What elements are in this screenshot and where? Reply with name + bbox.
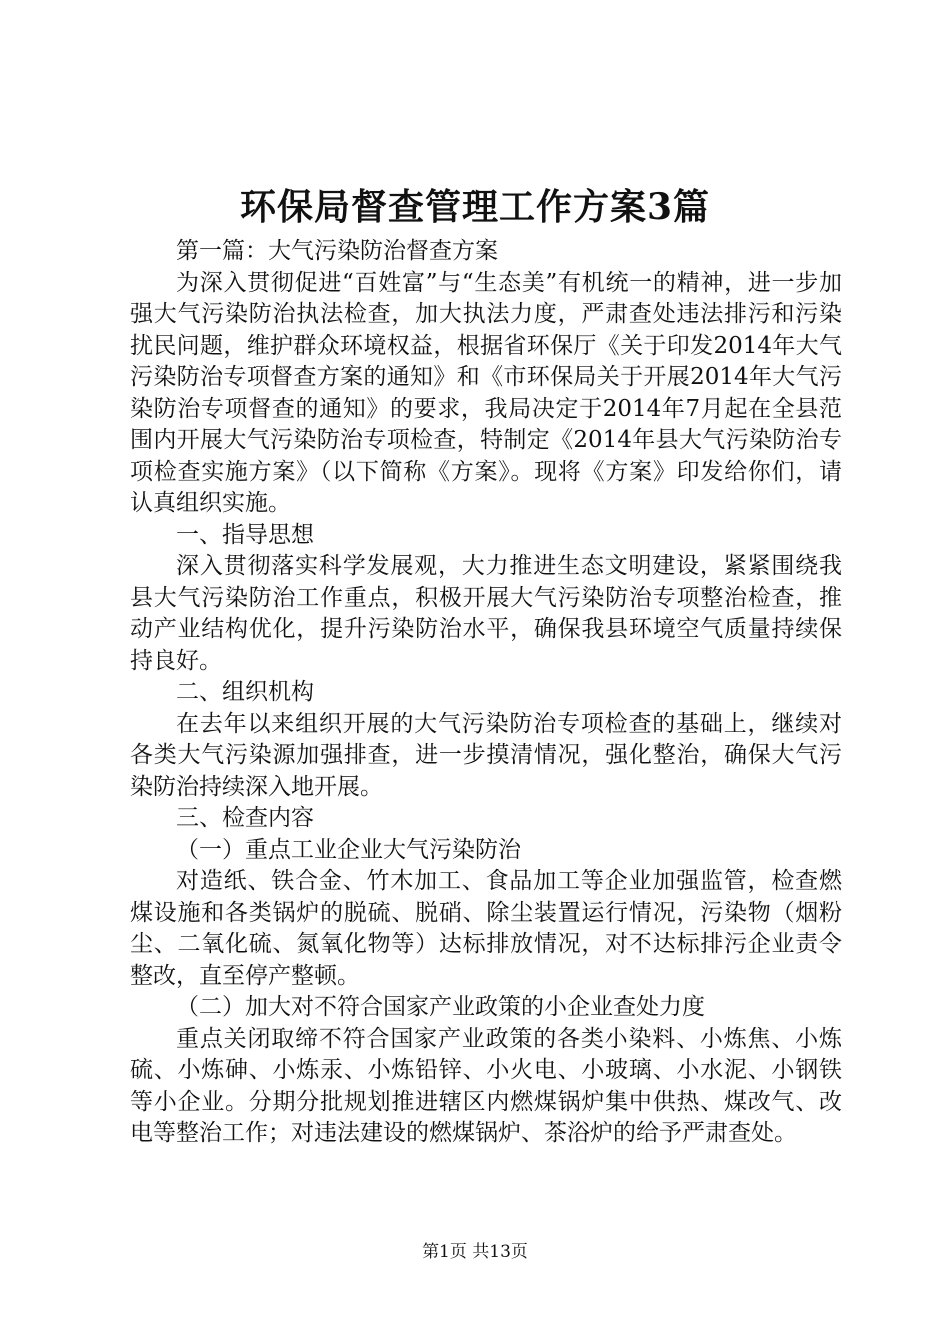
body-paragraph: 对造纸、铁合金、竹木加工、食品加工等企业加强监管，检查燃煤设施和各类锅炉的脱硫、脱硝、除尘装置运行情况，污染物（烟粉尘、二氧化硫、氮氧化物等）达标排放情况，对不达标排污企业责令整改，直至停产整顿。 xyxy=(130,868,842,989)
subsection-heading: （一）重点工业企业大气污染防治 xyxy=(176,836,521,863)
section-heading: 三、检查内容 xyxy=(176,805,314,831)
section-heading: 第一篇：大气污染防治督查方案 xyxy=(176,238,498,264)
section-heading: 二、组织机构 xyxy=(176,679,314,705)
body-paragraph: 为深入贯彻促进“百姓富”与“生态美”有机统一的精神，进一步加强大气污染防治执法检查，加大执法力度，严肃查处违法排污和污染扰民问题，维护群众环境权益，根据省环保厅《关于印发2014年大气污染防治专项督查方案的通知》和《市环保局关于开展2014年大气污染防治专项督查的通知》的要求，我局决定于2014年7月起在全县范围内开展大气污染防治专项检查，特制定《2014年县大气污染防治专项检查实施方案》（以下简称《方案》。现将《方案》印发给你们，请认真组织实施。 xyxy=(130,269,842,516)
document-body xyxy=(130,236,842,1150)
body-paragraph: 深入贯彻落实科学发展观，大力推进生态文明建设，紧紧围绕我县大气污染防治工作重点，积极开展大气污染防治专项整治检查，推动产业结构优化，提升污染防治水平，确保我县环境空气质量持续保持良好。 xyxy=(130,553,842,674)
body-paragraph: 重点关闭取缔不符合国家产业政策的各类小染料、小炼焦、小炼硫、小炼砷、小炼汞、小炼铅锌、小火电、小玻璃、小水泥、小钢铁等小企业。分期分批规划推进辖区内燃煤锅炉集中供热、煤改气、改电等整治工作；对违法建设的燃煤锅炉、茶浴炉的给予严肃查处。 xyxy=(130,1025,842,1146)
body-paragraph: 在去年以来组织开展的大气污染防治专项检查的基础上，继续对各类大气污染源加强排查，进一步摸清情况，强化整治，确保大气污染防治持续深入地开展。 xyxy=(130,710,842,800)
page-number-footer: 第1页 共13页 xyxy=(422,1242,528,1262)
section-heading: 一、指导思想 xyxy=(176,521,314,548)
subsection-heading: （二）加大对不符合国家产业政策的小企业查处力度 xyxy=(176,994,705,1020)
document-title: 环保局督查管理工作方案3篇 xyxy=(239,186,711,228)
